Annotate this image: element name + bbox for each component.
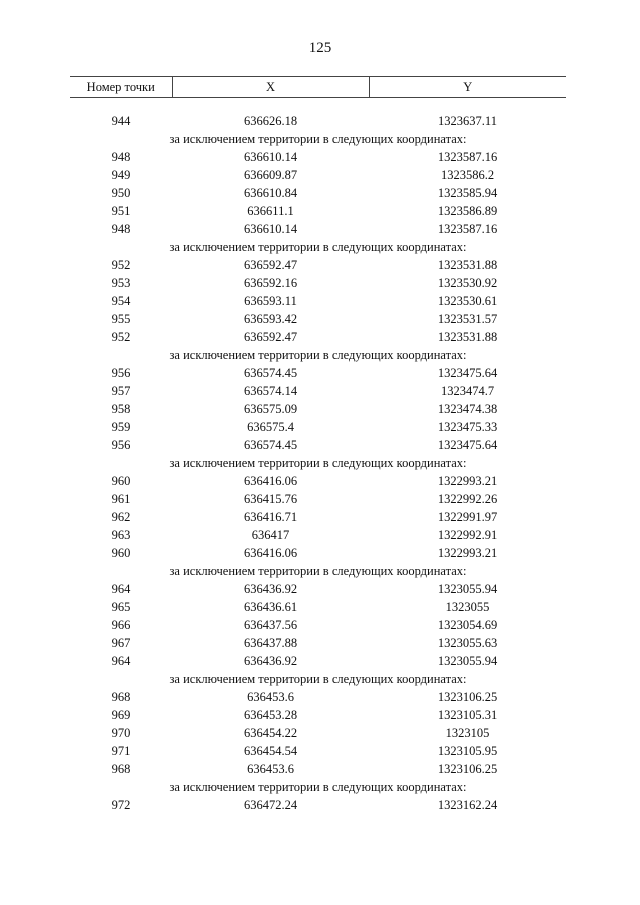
x-coordinate-cell: 636574.14 <box>243 383 298 398</box>
x-coordinate-cell: 636592.47 <box>243 257 298 272</box>
point-number-cell: 944 <box>111 113 131 128</box>
point-number-cell: 967 <box>111 635 131 650</box>
x-coordinate-cell: 636454.22 <box>243 725 298 740</box>
y-coordinate-cell: 1323586.89 <box>437 203 498 218</box>
exclusion-note-row <box>70 562 566 580</box>
table-row <box>70 616 566 634</box>
point-number-cell: 962 <box>111 509 131 524</box>
x-coordinate-cell: 636574.45 <box>243 365 298 380</box>
exclusion-note: за исключением территории в следующих координатах: <box>169 347 467 362</box>
exclusion-note-row <box>70 778 566 796</box>
y-coordinate-cell: 1323106.25 <box>437 689 498 704</box>
point-number-cell: 964 <box>111 581 131 596</box>
y-coordinate-cell: 1323530.61 <box>437 293 498 308</box>
table-spacer-row <box>70 98 566 113</box>
x-coordinate-cell: 636437.56 <box>243 617 298 632</box>
x-coordinate-cell: 636609.87 <box>243 167 298 182</box>
y-coordinate-cell: 1323475.64 <box>437 365 498 380</box>
x-coordinate-cell: 636472.24 <box>243 797 298 812</box>
page-number: 125 <box>308 40 332 56</box>
point-number-cell: 951 <box>111 203 131 218</box>
exclusion-note-row <box>70 670 566 688</box>
x-coordinate-cell: 636436.61 <box>243 599 298 614</box>
y-coordinate-cell: 1323531.88 <box>437 257 498 272</box>
x-coordinate-cell: 636453.6 <box>247 689 294 704</box>
x-coordinate-cell: 636610.14 <box>243 221 298 236</box>
y-coordinate-cell: 1323055.63 <box>437 635 498 650</box>
y-coordinate-cell: 1323105.31 <box>437 707 498 722</box>
x-coordinate-cell: 636454.54 <box>243 743 298 758</box>
table-row <box>70 166 566 184</box>
table-row <box>70 364 566 382</box>
exclusion-note-row <box>70 454 566 472</box>
header-point-number: Номер точки <box>70 77 172 98</box>
y-coordinate-cell: 1323475.33 <box>437 419 498 434</box>
table-row <box>70 256 566 274</box>
point-number-cell: 965 <box>111 599 131 614</box>
table-row <box>70 526 566 544</box>
y-coordinate-cell: 1323475.64 <box>437 437 498 452</box>
table-row <box>70 274 566 292</box>
y-coordinate-cell: 1322993.21 <box>437 473 498 488</box>
x-coordinate-cell: 636416.06 <box>243 473 298 488</box>
y-coordinate-cell: 1323162.24 <box>437 797 498 812</box>
point-number-cell: 955 <box>111 311 131 326</box>
x-coordinate-cell: 636437.88 <box>243 635 298 650</box>
table-row <box>70 652 566 670</box>
point-number-cell: 952 <box>111 257 131 272</box>
exclusion-note-row <box>70 346 566 364</box>
point-number-cell: 969 <box>111 707 131 722</box>
table-header-row <box>70 77 566 98</box>
y-coordinate-cell: 1323586.2 <box>440 167 495 182</box>
exclusion-note: за исключением территории в следующих координатах: <box>169 239 467 254</box>
point-number-cell: 956 <box>111 365 131 380</box>
y-coordinate-cell: 1323531.88 <box>437 329 498 344</box>
x-coordinate-cell: 636575.4 <box>247 419 294 434</box>
table-row <box>70 418 566 436</box>
y-coordinate-cell: 1323530.92 <box>437 275 498 290</box>
table-body <box>70 98 566 815</box>
point-number-cell: 972 <box>111 797 131 812</box>
table-row <box>70 742 566 760</box>
x-coordinate-cell: 636417 <box>251 527 290 542</box>
x-coordinate-cell: 636610.14 <box>243 149 298 164</box>
x-coordinate-cell: 636592.47 <box>243 329 298 344</box>
table-row <box>70 508 566 526</box>
point-number-cell: 966 <box>111 617 131 632</box>
y-coordinate-cell: 1323055.94 <box>437 653 498 668</box>
exclusion-note: за исключением территории в следующих координатах: <box>169 563 467 578</box>
y-coordinate-cell: 1323474.7 <box>440 383 495 398</box>
y-coordinate-cell: 1323531.57 <box>437 311 498 326</box>
y-coordinate-cell: 1322993.21 <box>437 545 498 560</box>
table-row <box>70 724 566 742</box>
exclusion-note: за исключением территории в следующих координатах: <box>169 671 467 686</box>
point-number-cell: 968 <box>111 761 131 776</box>
table-row <box>70 706 566 724</box>
exclusion-note: за исключением территории в следующих координатах: <box>169 131 467 146</box>
table-row <box>70 436 566 454</box>
table-row <box>70 400 566 418</box>
table-row <box>70 580 566 598</box>
exclusion-note-row <box>70 130 566 148</box>
point-number-cell: 957 <box>111 383 131 398</box>
x-coordinate-cell: 636436.92 <box>243 581 298 596</box>
y-coordinate-cell: 1323106.25 <box>437 761 498 776</box>
point-number-cell: 948 <box>111 149 131 164</box>
point-number-cell: 953 <box>111 275 131 290</box>
x-coordinate-cell: 636610.84 <box>243 185 298 200</box>
point-number-cell: 952 <box>111 329 131 344</box>
header-y: Y <box>369 77 566 98</box>
y-coordinate-cell: 1323055.94 <box>437 581 498 596</box>
x-coordinate-cell: 636592.16 <box>243 275 298 290</box>
x-coordinate-cell: 636416.71 <box>243 509 298 524</box>
point-number-cell: 959 <box>111 419 131 434</box>
point-number-cell: 948 <box>111 221 131 236</box>
y-coordinate-cell: 1323587.16 <box>437 149 498 164</box>
y-coordinate-cell: 1323105.95 <box>437 743 498 758</box>
y-coordinate-cell: 1323585.94 <box>437 185 498 200</box>
exclusion-note: за исключением территории в следующих координатах: <box>169 779 467 794</box>
point-number-cell: 950 <box>111 185 131 200</box>
point-number-cell: 970 <box>111 725 131 740</box>
y-coordinate-cell: 1323637.11 <box>438 113 497 128</box>
x-coordinate-cell: 636611.1 <box>247 203 294 218</box>
point-number-cell: 949 <box>111 167 131 182</box>
exclusion-note: за исключением территории в следующих координатах: <box>169 455 467 470</box>
x-coordinate-cell: 636453.6 <box>247 761 294 776</box>
x-coordinate-cell: 636593.11 <box>244 293 297 308</box>
table-row <box>70 328 566 346</box>
y-coordinate-cell: 1323474.38 <box>437 401 498 416</box>
point-number-cell: 958 <box>111 401 131 416</box>
table-row <box>70 544 566 562</box>
table-row <box>70 292 566 310</box>
header-x: X <box>172 77 369 98</box>
y-coordinate-cell: 1322992.91 <box>437 527 498 542</box>
table-row <box>70 490 566 508</box>
y-coordinate-cell: 1323105 <box>445 725 490 740</box>
point-number-cell: 963 <box>111 527 131 542</box>
point-number-cell: 960 <box>111 473 131 488</box>
y-coordinate-cell: 1323054.69 <box>437 617 498 632</box>
point-number-cell: 961 <box>111 491 131 506</box>
y-coordinate-cell: 1323587.16 <box>437 221 498 236</box>
point-number-cell: 971 <box>111 743 131 758</box>
x-coordinate-cell: 636436.92 <box>243 653 298 668</box>
table-row <box>70 202 566 220</box>
table-row <box>70 472 566 490</box>
y-coordinate-cell: 1322991.97 <box>437 509 498 524</box>
point-number-cell: 956 <box>111 437 131 452</box>
x-coordinate-cell: 636593.42 <box>243 311 298 326</box>
table-row <box>70 796 566 814</box>
y-coordinate-cell: 1322992.26 <box>437 491 498 506</box>
x-coordinate-cell: 636574.45 <box>243 437 298 452</box>
point-number-cell: 964 <box>111 653 131 668</box>
table-row <box>70 112 566 130</box>
table-row <box>70 598 566 616</box>
point-number-cell: 954 <box>111 293 131 308</box>
x-coordinate-cell: 636626.18 <box>243 113 298 128</box>
table-row <box>70 760 566 778</box>
table-row <box>70 688 566 706</box>
x-coordinate-cell: 636415.76 <box>243 491 298 506</box>
coordinates-table <box>70 76 566 814</box>
table-row <box>70 634 566 652</box>
exclusion-note-row <box>70 238 566 256</box>
table-row <box>70 310 566 328</box>
x-coordinate-cell: 636575.09 <box>243 401 298 416</box>
table-row <box>70 220 566 238</box>
table-row <box>70 382 566 400</box>
x-coordinate-cell: 636453.28 <box>243 707 298 722</box>
y-coordinate-cell: 1323055 <box>445 599 490 614</box>
table-row <box>70 148 566 166</box>
x-coordinate-cell: 636416.06 <box>243 545 298 560</box>
point-number-cell: 960 <box>111 545 131 560</box>
point-number-cell: 968 <box>111 689 131 704</box>
table-row <box>70 184 566 202</box>
